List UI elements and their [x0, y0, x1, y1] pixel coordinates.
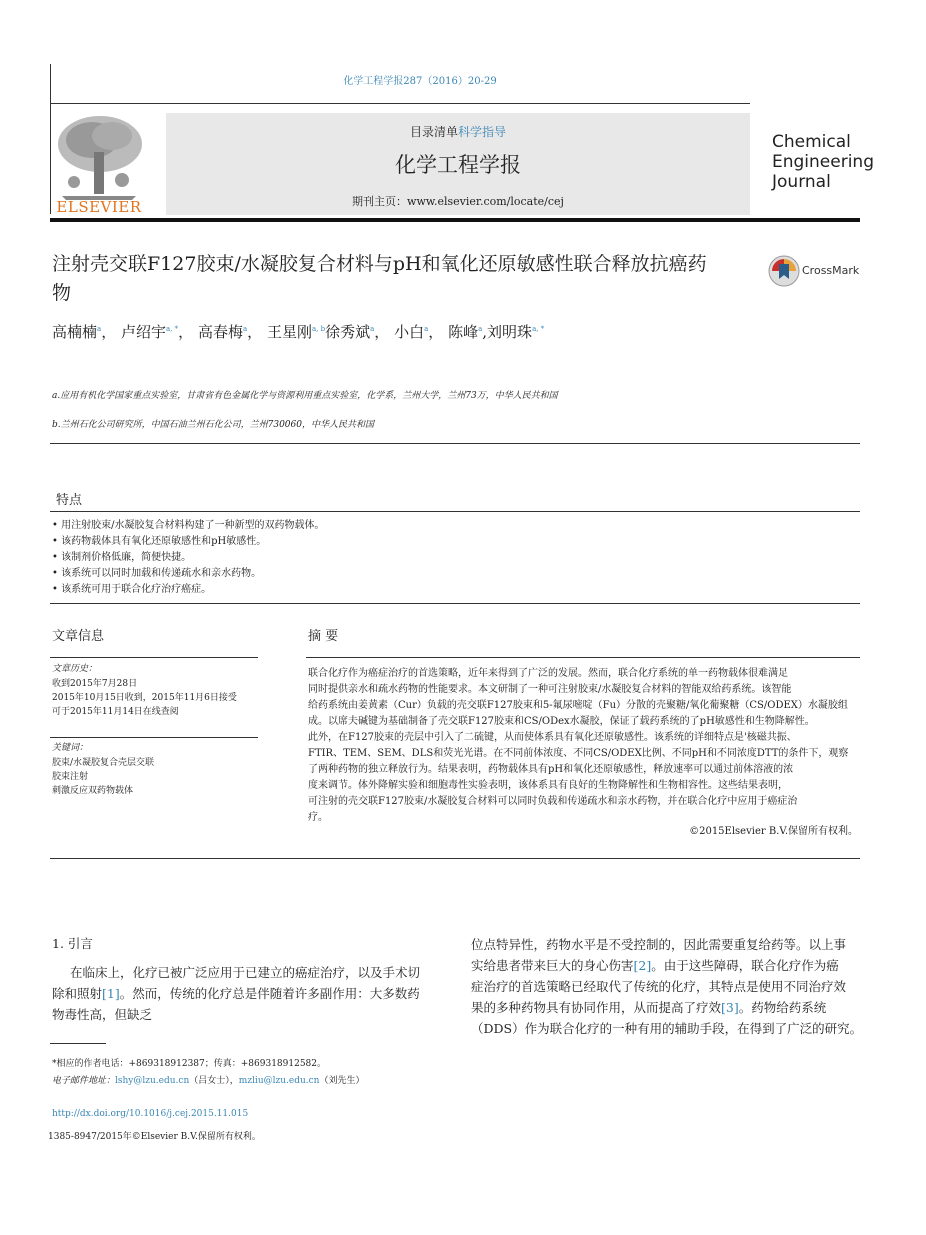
abstract-body: 联合化疗作为癌症治疗的首选策略，近年来得到了广泛的发展。然而，联合化疗系统的单一药物载体很难满足 同时提供亲水和疏水药物的性能要求。本文研制了一种可注射胶束/水凝胶复合材料的智能双给药系统。该智能 给药系统由姜黄素（Cur）负载的壳交联F127胶束和5-氟尿嘧啶（Fu）分散的壳聚糖/氧化葡聚糖（CS/ODEX）水凝胶组 成。以席夫碱键为基础制备了壳交联F127胶束和CS/ODex水凝胶，保证了载药系统的了pH敏感性和生物降解性。 此外，在F127胶束的壳层中引入了二硫键，从而使体系具有氧化还原敏感性。该系统的详细特点是'核磁共振、 FTIR、TEM、SEM、DLS和荧光光谱。在不同前体浓度、不同CS/ODEX比例、不同pH和不同浓度DTT的条件下，观察 了两种药物的独立释放行为。结果表明，药物载体具有pH和氧化还原敏感性，释放速率可以通过前体溶液的浓 度来调节。体外降解实验和细胞毒性实验表明，该体系具有良好的生物降解性和生物相容性。这些结果表明， 可注射的壳交联F127胶束/水凝胶复合材料可以同时负载和传递疏水和亲水药物，并在联合化疗中应用于癌症治 疗。 [308, 668, 849, 823]
author[interactable]: 卢绍宇$^{a, *}$ [121, 323, 179, 341]
elsevier-logo[interactable] [52, 112, 146, 216]
citation-link[interactable]: [3] [721, 1000, 739, 1015]
email-link[interactable]: mzliu@lzu.edu.cn [238, 1076, 320, 1086]
article-info-heading: 文章信息 [52, 629, 105, 644]
email-line: 电子邮件地址：lshy@lzu.edu.cn（吕女士），mzliu@lzu.edu.cn（刘先生） [52, 1076, 365, 1086]
article-info-rule [50, 657, 258, 658]
history-label: 文章历史： [52, 664, 98, 674]
section-heading: 1. 引言 [52, 936, 93, 951]
crossmark-badge[interactable] [768, 255, 858, 289]
author[interactable]: 陈峰$^a$ [448, 323, 483, 341]
journal-citation: 化学工程学报287（2016）20-29 [343, 76, 497, 87]
highlights-rule-bottom [50, 603, 860, 604]
contents-list-line [166, 123, 750, 140]
keywords [52, 741, 154, 798]
journal-homepage[interactable]: 期刊主页：www.elsevier.com/locate/cej [352, 195, 564, 208]
abstract-rule [306, 657, 860, 658]
abstract-bottom-rule [50, 858, 860, 859]
elsevier-wordmark: ELSEVIER [56, 198, 142, 216]
footnote-rule [50, 1043, 106, 1044]
tree-logo-icon [52, 112, 146, 202]
article-history: 文章历史： 收到2015年7月28日 2015年10月15日收到，2015年11月6日接受 可于2015年11月14日在线查阅 [52, 664, 237, 717]
keywords-rule [50, 737, 258, 738]
list-item: • 用注射胶束/水凝胶复合材料构建了一种新型的双药物载体。 [52, 520, 325, 531]
keyword: 胶束/水凝胶复合壳层交联 [52, 758, 155, 768]
highlights-heading: 特点 [56, 493, 83, 508]
citation-link[interactable]: [2] [633, 958, 652, 973]
article-title: 注射壳交联F127胶束/水凝胶复合材料与pH和氧化还原敏感性联合释放抗癌药 物 [52, 253, 707, 304]
highlights-list [52, 518, 324, 598]
sciencedirect-link[interactable]: 科学指导 [458, 125, 507, 139]
intro-right-column: 位点特异性，药物水平是不受控制的，因此需要重复给药等。以上事 实给患者带来巨大的身心伤害[2]。由于这些障碍，联合化疗作为癌 症治疗的首选策略已经取代了传统的化疗，其特点是使用不同治疗效 果的多种药物具有协同作用，从而提高了疗效[3]。药物给药系统 （DDS）作为联合化疗的一种有用的辅助手段，在得到了广泛的研究。 [471, 937, 863, 1036]
contents-list-label: 目录清单 [409, 125, 458, 139]
author[interactable]: 高春梅$^a$ [197, 323, 248, 341]
keyword: 刺激反应双药物载体 [52, 786, 134, 796]
abstract-copyright: ©2015Elsevier B.V.保留所有权利。 [689, 826, 858, 837]
issn-copyright: 1385-8947/2015年©Elsevier B.V.保留所有权利。 [48, 1132, 261, 1142]
author[interactable]: 小白$^a$ [394, 323, 429, 341]
crossmark-label: CrossMark [802, 264, 860, 277]
intro-left-column: 在临床上，化疗已被广泛应用于已建立的癌症治疗，以及手术切 除和照射[1]。然而，传统的化疗总是伴随着许多副作用：大多数药 物毒性高，但缺乏 [52, 965, 421, 1022]
list-item: • 该系统可用于联合化疗治疗癌症。 [52, 584, 212, 595]
author[interactable]: 刘明珠$^{a, *}$ [487, 323, 545, 341]
affiliation-b: b.兰州石化公司研究所，中国石油兰州石化公司，兰州730060，中华人民共和国 [52, 420, 374, 430]
header-thick-rule [50, 218, 860, 222]
author[interactable]: 徐秀斌$^a$ [325, 323, 375, 341]
keyword: 胶束注射 [52, 772, 89, 782]
crossmark-icon [768, 255, 800, 287]
corresponding-author-note: *相应的作者电话：+869318912387；传真：+869318912582。 [52, 1059, 327, 1069]
email-link[interactable]: lshy@lzu.edu.cn [115, 1076, 190, 1086]
list-item: • 该制剂价格低廉，简便快捷。 [52, 552, 192, 563]
author[interactable]: 高楠楠$^a$ [52, 323, 102, 341]
abstract-heading: 摘 要 [308, 629, 339, 644]
list-item: • 该药物载体具有氧化还原敏感性和pH敏感性。 [52, 536, 267, 547]
list-item: • 该系统可以同时加载和传递疏水和亲水药物。 [52, 568, 262, 579]
highlights-rule-top [50, 511, 860, 512]
citation-link[interactable]: [1] [102, 986, 120, 1001]
journal-name-en: Chemical Engineering Journal [772, 132, 874, 192]
keywords-label: 关键词： [52, 743, 89, 753]
affiliation-rule [50, 443, 860, 444]
header-top-rule [50, 103, 750, 104]
journal-name-cn: 化学工程学报 [395, 153, 521, 177]
author-list: 高楠楠$^a$， 卢绍宇$^{a, *}$， 高春梅$^a$， 王星刚$^{a, b}$徐秀斌$^a$， 小白$^a$， 陈峰$^a$,刘明珠$^{a, *}$ [52, 323, 545, 341]
doi-link[interactable]: http://dx.doi.org/10.1016/j.cej.2015.11.015 [52, 1109, 249, 1119]
affiliation-a: a.应用有机化学国家重点实验室，甘肃省有色金属化学与资源利用重点实验室，化学系，兰州大学，兰州73万，中华人民共和国 [52, 391, 558, 401]
journal-title-box [166, 113, 750, 215]
author[interactable]: 王星刚$^{a, b}$ [266, 323, 326, 341]
